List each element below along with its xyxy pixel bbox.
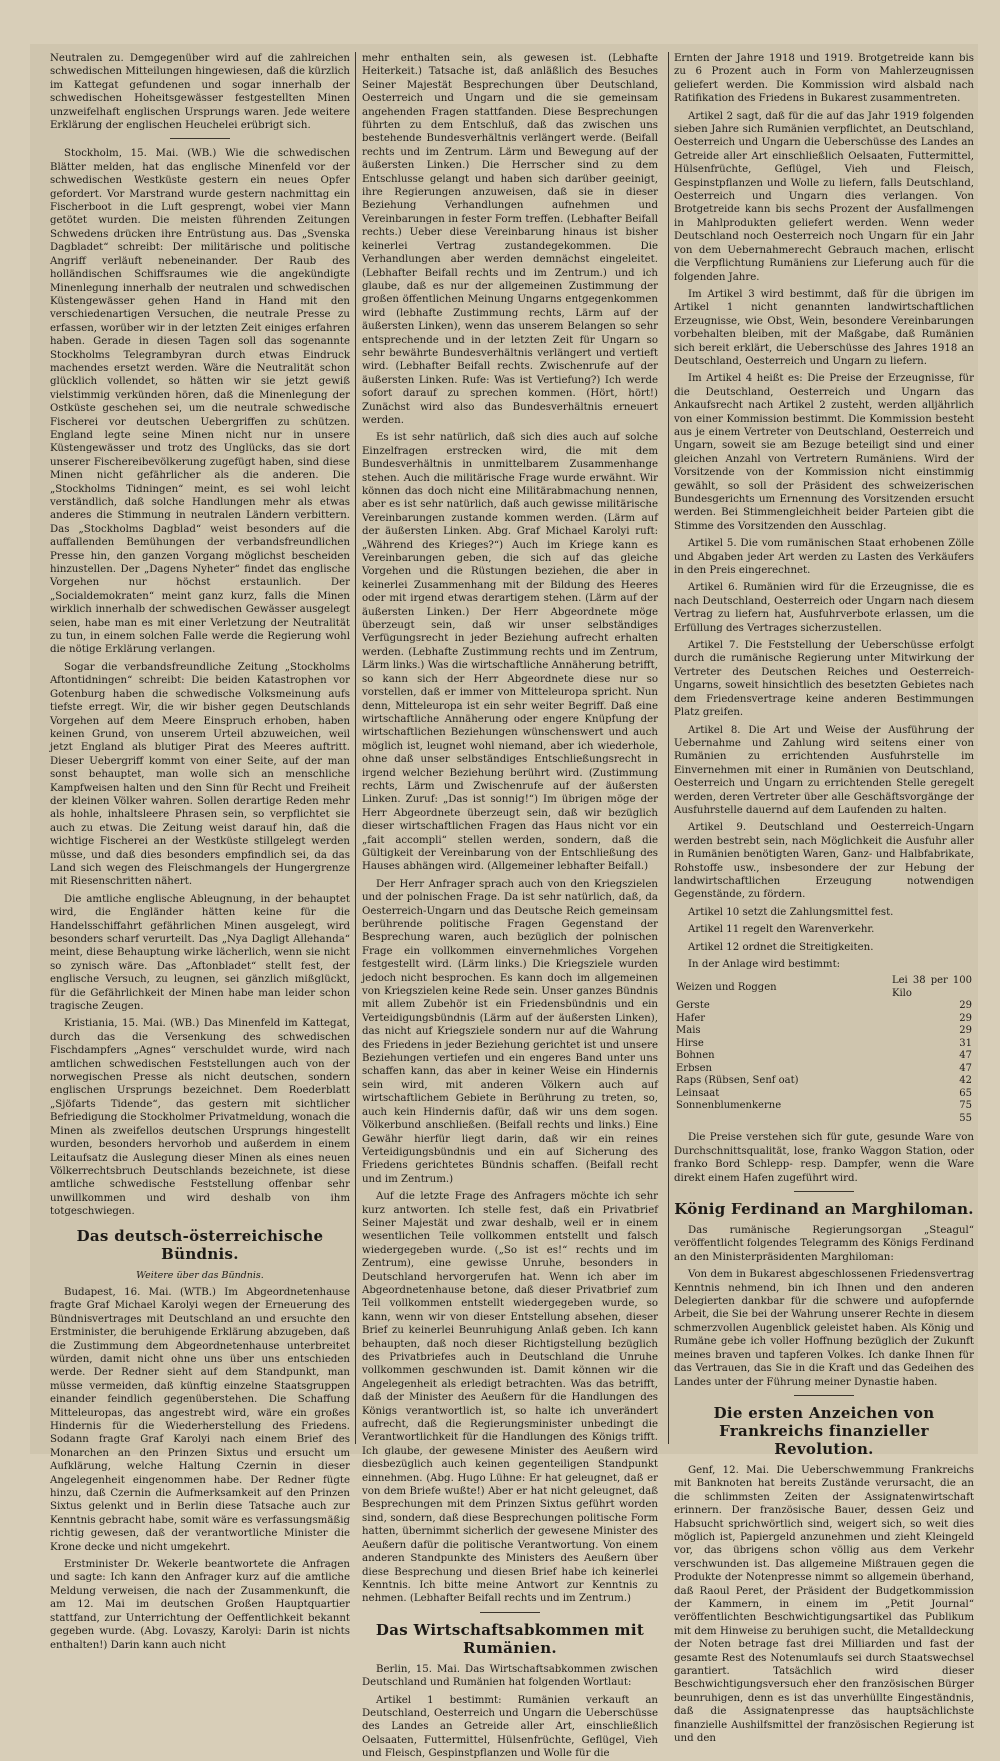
paragraph: Von dem in Bukarest abgeschlossenen Friedensvertrag Kenntnis nehmend, bin ich Ihnen und den anderen Delegierten dankbar für die schwere und aufopfernde Arbeit, die Sie bei der Wahrung unserer Rechte in diesem schmerzvollen Augenblick geleistet haben. Als König und Rumäne gebe ich voller Hoffnung bezüglich der Zukunft meines braven und tapferen Volkes. Ich danke Ihnen für das Vertrauen, das Sie in die Kraft und das Gedeihen des Landes unter der Führung meiner Dynastie haben. xyxy=(674,1269,974,1388)
paragraph: Die Preise verstehen sich für gute, gesunde Ware von Durchschnittsqualität, lose, franko Waggon Station, oder franko Bord Schlepp- resp. Dampfer, wenn die Ware direkt einem Hafen zugeführt wird. xyxy=(674,1132,974,1184)
price-item: Hafer xyxy=(676,1012,706,1024)
column-rule xyxy=(668,52,669,1444)
price-value: 29 xyxy=(959,1012,972,1024)
article-headline: Die ersten Anzeichen von Frankreichs finanzieller Revolution. xyxy=(713,1403,935,1458)
paragraph: Artikel 5. Die vom rumänischen Staat erhobenen Zölle und Abgaben jeder Art werden zu Lasten des Verkäufers in den Preis eingerechnet. xyxy=(674,538,974,577)
price-value: 29 xyxy=(959,1000,972,1012)
column-middle xyxy=(362,52,658,1760)
paragraph: Budapest, 16. Mai. (WTB.) Im Abgeordnetenhause fragte Graf Michael Karolyi wegen der Erneuerung des Bündnisvertrages mit Deutschland an und ersuchte den Erstminister, die beruhigende Erklärung abzugeben, daß die Zustimmung dem Abgeordnetenhause unterbreitet würden, damit nicht ohne uns über uns entschieden werde. Der Redner sieht auf dem Standpunkt, man müsse vermeiden, daß künftig einzelne Staatsgruppen einander feindlich gegenüberstehen. Die Schaffung Mitteleuropas, das angestrebt wird, wäre ein großes Hindernis für die Wiederherstellung des Friedens. Sodann fragte Graf Karolyi nach einem Brief des Monarchen an den Prinzen Sixtus und ersucht um Aufklärung, welche Haltung Czernin in dieser Angelegenheit eingenommen habe. Der Redner fügte hinzu, daß Czernin die Aufmerksamkeit auf den Prinzen Sixtus gelenkt und in Berlin diese Tatsache auch zur Kenntnis gebracht habe, somit wäre es verfassungsmäßig richtig gewesen, daß der verantwortliche Minister die Krone decke und nicht umgekehrt. xyxy=(50,1286,350,1553)
paragraph: Artikel 8. Die Art und Weise der Ausführung der Uebernahme und Zahlung wird seitens einer von Rumänien zu errichtenden Ausfuhrstelle im Einvernehmen mit einer in Rumänien von Deutschland, Oesterreich und Ungarn zu errichtenden Stelle geregelt werden, deren Vertreter über alle Geschäftsvorgänge der Ausfuhrstelle dauernd auf dem Laufenden zu halten. xyxy=(674,724,974,816)
paragraph: Die amtliche englische Ableugnung, in der behauptet wird, die Engländer hätten keine für die Handelsschiffahrt gefährlichen Minen ausgelegt, wird besonders scharf verurteilt. Das „Nya Dagligt Allehanda“ meint, diese Behauptung wirke lächerlich, wenn sie nicht so zynisch wäre. Das „Aftonbladet“ stellt fest, der englische Versuch, zu leugnen, sei gänzlich mißglückt, für die Gefährlichkeit der Minen habe man leider schon tragische Zeugen. xyxy=(50,893,350,1013)
price-item: Erbsen xyxy=(676,1062,712,1074)
paragraph: Berlin, 15. Mai. Das Wirtschaftsabkommen zwischen Deutschland und Rumänien hat folgenden Wortlaut: xyxy=(362,1663,658,1689)
paragraph: Artikel 1 bestimmt: Rumänien verkauft an Deutschland, Oesterreich und Ungarn die Ueberschüsse des Landes an Getreide aller Art, einschließlich Oelsaaten, Futtermittel, Hülsenfrüchte, Geflügel, Vieh und Fleisch, Gespinstpflanzen und Wolle für die xyxy=(362,1694,658,1760)
column-left xyxy=(50,52,350,1651)
paragraph: mehr enthalten sein, als gewesen ist. (Lebhafte Heiterkeit.) Tatsache ist, daß anläßlich des Besuches Seiner Majestät Besprechungen über Deutschland, Oesterreich und Ungarn und die sie gemeinsam angehenden Fragen stattfanden. Diese Besprechungen führten zu dem Entschluß, daß das zwischen uns bestehende Bundesverhältnis verlängert werde. (Beifall rechts und im Zentrum. Lärm und Bewegung auf der äußersten Linken.) Die Herrscher sind zu dem Entschlusse gelangt und haben sich darüber geeinigt, ihre Regierungen anzuweisen, daß sie in dieser Beziehung Verhandlungen aufnehmen und Vereinbarungen in fester Form treffen. (Lebhafter Beifall rechts.) Ueber diese Vereinbarung hinaus ist bisher keinerlei Vertrag zustandegekommen. Die Verhandlungen aber werden demnächst eingeleitet. (Lebhafter Beifall rechts und im Zentrum.) und ich glaube, daß es nur der allgemeinen Zustimmung der großen öffentlichen Meinung Ungarns entgegenkommen wird (lebhafte Zustimmung rechts, Lärm auf der äußersten Linken), wenn das unserem Belangen so sehr entsprechende und in der letzten Zeit für Ungarn so sehr bewährte Bundesverhältnis verlängert und vertieft wird. (Lebhafter Beifall rechts. Zwischenrufe auf der äußersten Linken. Rufe: Was ist Vertiefung?) Ich werde sofort darauf zu sprechen kommen. (Hört, hört!) Zunächst wird also das Bundesverhältnis erneuert werden. xyxy=(362,53,658,426)
article-headline: Das deutsch-österreichische Bündnis. xyxy=(76,1226,324,1263)
article-headline: Das Wirtschaftsabkommen mit Rumänien. xyxy=(375,1620,645,1657)
separator xyxy=(794,1395,854,1396)
paragraph: Im Artikel 3 wird bestimmt, daß für die übrigen im Artikel 1 nicht genannten landwirtschaftlichen Erzeugnisse, wie Obst, Wein, besondere Vereinbarungen vorbehalten bleiben, mit der Maßgabe, daß Rumänien sich bereit erklärt, die Ueberschüsse des Jahres 1918 an Deutschland, Oesterreich und Ungarn zu liefern. xyxy=(674,288,974,367)
column-rule xyxy=(355,52,356,1444)
price-value: 55 xyxy=(959,1112,972,1124)
paragraph: Artikel 7. Die Feststellung der Ueberschüsse erfolgt durch die rumänische Regierung unter Mitwirkung der Vertreter des Deutschen Reiches und Oesterreich-Ungarns, soweit hinsichtlich des besetzten Gebietes nach dem Friedensvertrage keine anderen Bestimmungen Platz greifen. xyxy=(674,640,974,719)
price-value: 31 xyxy=(959,1037,972,1049)
price-item: Weizen und Roggen xyxy=(676,981,777,993)
paragraph: Stockholm, 15. Mai. (WB.) Wie die schwedischen Blätter melden, hat das englische Minenfeld vor der schwedischen Westküste gestern ein neues Opfer gefordert. Vor Marstrand wurde gestern nachmittag ein Fischerboot in die Luft gesprengt, wobei vier Mann getötet wurden. Die meisten führenden Zeitungen Schwedens drücken ihre Entrüstung aus. Das „Svenska Dagbladet“ schreibt: Der militärische und politische Angriff verläuft nebeneinander. Der Raub des holländischen Schiffsraumes wie die angekündigte Minenlegung innerhalb der neutralen und schwedischen Küstengewässer gehen Hand in Hand mit den verschiedenartigen Versuchen, die neutrale Presse zu erfassen, worüber wir in der letzten Zeit einiges erfahren haben. Gerade in diesen Tagen soll das sogenannte Stockholms Telegrambyran durch etwas Eindruck machendes ersetzt werden. Wäre die Neutralität schon glücklich vollendet, so hätten wir sie jetzt gewiß vielstimmig verkünden hören, daß die Minenlegung der Ostküste geschehen sei, um die neutrale schwedische Fischerei vor deutschen Uebergriffen zu schützen. England legte seine Minen nicht nur in unsere Küstengewässer und trotz des Unglücks, das sie dort unserer Fischereibevölkerung zugefügt haben, sind diese Minen nicht gefährlicher als die anderen. Die „Stockholms Tidningen“ meint, es sei wohl leicht verständlich, daß solche Handlungen mehr als etwas anderes die Stimmung in neutralen Ländern verbittern. Das „Stockholms Dagblad“ weist besonders auf die auffallenden Bemühungen der verbandsfreundlichen Presse hin, den ganzen Vorgang möglichst bescheiden hinzustellen. Der „Dagens Nyheter“ findet das englische Vorgehen nur höchst erstaunlich. Der „Socialdemokraten“ meint ganz kurz, falls die Minen wirklich innerhalb der schwedischen Gewässer ausgelegt seien, habe man es mit einer Verletzung der Neutralität zu tun, in einem solchen Falle werde die Regierung wohl die nötige Erklärung verlangen. xyxy=(50,148,350,656)
newspaper-page xyxy=(30,44,978,1760)
separator xyxy=(480,1612,540,1613)
paragraph: Artikel 11 regelt den Warenverkehr. xyxy=(688,924,875,936)
paragraph: Das rumänische Regierungsorgan „Steagul“ veröffentlicht folgendes Telegramm des Königs Ferdinand an den Ministerpräsidenten Marghiloman: xyxy=(674,1225,974,1263)
price-item: Sonnenblumenkerne xyxy=(676,1100,782,1112)
price-value: 42 xyxy=(959,1075,972,1087)
paragraph: Im Artikel 4 heißt es: Die Preise der Erzeugnisse, für die Deutschland, Oesterreich und Ungarn das Ankaufsrecht nach Artikel 2 zusteht, werden alljährlich von einer Kommission bestimmt. Die Kommission besteht aus je einem Vertreter von Deutschland, Oesterreich und Ungarn, soweit sie am Bezuge beteiligt sind und einer gleichen Anzahl von Vertretern Rumäniens. Wird der Vorsitzende von der Kommission nicht einstimmig gewählt, so soll der Präsident des schweizerischen Bundesgerichts um Ernennung des Vorsitzenden ersucht werden. Bei Stimmengleichheit beider Parteien gibt die Stimme des Vorsitzenden den Ausschlag. xyxy=(674,373,974,532)
price-value: 65 xyxy=(959,1087,972,1099)
price-value: 47 xyxy=(959,1050,972,1062)
price-item: Mais xyxy=(676,1025,701,1037)
separator xyxy=(170,138,230,139)
column-right xyxy=(674,52,974,1745)
paragraph: Es ist sehr natürlich, daß sich dies auch auf solche Einzelfragen erstrecken wird, die mit dem Bundesverhältnis in unmittelbarem Zusammenhange stehen. Auch die militärische Frage wurde erwähnt. Wir können das doch nicht eine Militärabmachung nennen, aber es ist sehr natürlich, daß auch gewisse militärische Vereinbarungen zustande kommen werden. (Lärm auf der äußersten Linken. Abg. Graf Michael Karolyi ruft: „Während des Krieges?“) Auch im Kriege kann es Vereinbarungen geben, die sich auf das gleiche Vorgehen und die Rüstungen beziehen, die aber in keinerlei Zusammenhang mit der Bildung des Heeres oder mit irgend etwas derartigem stehen. (Lärm auf der äußersten Linken.) Der Herr Abgeordnete möge überzeugt sein, daß wir unser selbständiges Verfügungsrecht in jeder Beziehung aufrecht erhalten werden. (Lebhafte Zustimmung rechts und im Zentrum, Lärm links.) Was die wirtschaftliche Annäherung betrifft, so kann sich der Herr Abgeordnete diese nur so vorstellen, daß er immer von Mitteleuropa spricht. Nun denn, Mitteleuropa ist ein sehr weiter Begriff. Daß eine wirtschaftliche Annäherung oder engere Knüpfung der wirtschaftlichen Beziehungen wünschenswert und auch möglich ist, leugnet wohl niemand, aber ich wiederhole, ohne daß unser selbständiges Entschließungsrecht in irgend welcher Beziehung berührt wird. (Zustimmung rechts, Lärm und Zwischenrufe auf der äußersten Linken. Zuruf: „Das ist sonnig!“) Im übrigen möge der Herr Abgeordnete überzeugt sein, daß wir bezüglich dieser wirtschaftlichen Fragen das Haus nicht vor ein „fait accompli“ stellen werden, sondern, daß die Gültigkeit der Vereinbarung von der Entschließung des Hauses abhängen wird. (Allgemeiner lebhafter Beifall.) xyxy=(362,432,658,873)
article-subheading: Weitere über das Bündnis. xyxy=(136,1269,264,1281)
paragraph: Artikel 9. Deutschland und Oesterreich-Ungarn werden bestrebt sein, nach Möglichkeit die Ausfuhr aller in Rumänien benötigten Waren, Ganz- und Halbfabrikate, Rohstoffe usw., insbesondere der zur Hebung der landwirtschaftlichen Erzeugung notwendigen Gegenstände, zu fördern. xyxy=(674,822,974,901)
price-item: Leinsaat xyxy=(676,1087,720,1099)
price-item: Hirse xyxy=(676,1037,704,1049)
price-value: 47 xyxy=(959,1062,972,1074)
separator xyxy=(794,1191,854,1192)
paragraph: Der Herr Anfrager sprach auch von den Kriegszielen und der polnischen Frage. Da ist sehr natürlich, daß, da Oesterreich-Ungarn und das Deutsche Reich gemeinsam berührende politische Fragen Gegenstand der Besprechung waren, auch bezüglich der polnischen Frage ein vollkommen einvernehmliches Vorgehen festgestellt wird. (Lärm links.) Die Kriegsziele wurden jedoch nicht besprochen. Es kann doch im allgemeinen von Kriegszielen keine Rede sein. Unser ganzes Bündnis mit allem Zubehör ist ein Friedensbündnis und ein Verteidigungsbündnis (Lärm auf der äußersten Linken), das nicht auf Kriegsziele sondern nur auf die Wahrung des Friedens in jeder Beziehung gerichtet ist und unsere Beziehungen vertiefen und ein engeres Band unter uns schaffen kann, das aber in keiner Weise ein Hindernis sein wird, mit anderen Völkern auch auf wirtschaftlichem Gebiete in Berührung zu treten, so, auch kein Hindernis dafür, daß wir uns dem sogen. Völkerbund anschließen. (Beifall rechts und links.) Eine Gewähr hierfür liegt darin, daß wir ein reines Verteidigungsbündnis und ein auf Sicherung des Friedens gerichtetes Bündnis schaffen. (Beifall recht und im Zentrum.) xyxy=(362,878,658,1185)
paragraph: Artikel 12 ordnet die Streitigkeiten. xyxy=(688,941,874,953)
paragraph: Artikel 6. Rumänien wird für die Erzeugnisse, die es nach Deutschland, Oesterreich oder Ungarn nach diesem Vertrag zu liefern hat, Ausfuhrverbote erlassen, um die Erfüllung des Vertrages sicherzustellen. xyxy=(674,582,974,634)
price-value: 75 xyxy=(959,1100,972,1112)
paragraph: Artikel 2 sagt, daß für die auf das Jahr 1919 folgenden sieben Jahre sich Rumänien verpflichtet, an Deutschland, Oesterreich und Ungarn die Ueberschüsse des Landes an Getreide aller Art einschließlich Oelsaaten, Futtermittel, Hülsenfrüchte, Geflügel, Vieh und Fleisch, Gespinstpflanzen und Wolle zu liefern, falls Deutschland, Oesterreich und Ungarn dies verlangen. Von Brotgetreide kann bis sechs Prozent der Ausfallmengen in Mahlprodukten geliefert werden. Wenn weder Deutschland noch Oesterreich noch Ungarn für ein Jahr von dem Uebernahmerecht Gebrauch machen, erlischt die Verpflichtung Rumäniens zur Lieferung auch für die folgenden Jahre. xyxy=(674,110,974,283)
price-table xyxy=(674,975,974,1125)
price-unit-header: Lei 38 per 100 Kilo xyxy=(892,975,972,999)
price-item: Gerste xyxy=(676,1000,710,1012)
paragraph: Artikel 10 setzt die Zahlungsmittel fest. xyxy=(688,906,894,918)
paragraph: Neutralen zu. Demgegenüber wird auf die zahlreichen schwedischen Mitteilungen hingewiesen, daß die kürzlich im Kattegat gefundenen und sogar innerhalb der schwedischen Hoheitsgewässer festgestellten Minen unzweifelhaft englischen Ursprungs waren. Jede weitere Erklärung der englischen Heuchelei erübrigt sich. xyxy=(50,53,350,132)
paragraph: Kristiania, 15. Mai. (WB.) Das Minenfeld im Kattegat, durch das die Versenkung des schwedischen Fischdampfers „Agnes“ verschuldet wurde, wird nach amtlichen schwedischen Feststellungen auch von der norwegischen Presse als nicht deutschen, sondern englischen Ursprungs bezeichnet. Dem Roederblatt „Sjöfarts Tidende“, das gestern mit sichtlicher Befriedigung die Stockholmer Privatmeldung, wonach die Minen als zweifellos deutschen Ursprungs hingestellt wurden, besonders hervorhob und außerdem in einem Leitaufsatz die Auslegung dieser Minen als eines neuen Völkerrechtsbruch Deutschlands bezeichnete, ist diese amtliche schwedische Feststellung offenbar sehr unwillkommen und wird deshalb von ihm totgeschwiegen. xyxy=(50,1018,350,1218)
price-item: Raps (Rübsen, Senf oat) xyxy=(676,1075,799,1087)
paragraph: Ernten der Jahre 1918 und 1919. Brotgetreide kann bis zu 6 Prozent auch in Form von Mahlerzeugnissen geliefert werden. Die Kommission wird alsbald nach Ratifikation des Friedens in Bukarest zusammentreten. xyxy=(674,53,974,105)
price-item xyxy=(674,1113,890,1126)
price-item: Bohnen xyxy=(676,1050,715,1062)
paragraph: Genf, 12. Mai. Die Ueberschwemmung Frankreichs mit Banknoten hat bereits Zustände verursacht, die an die schlimmsten Zeiten der Assignatenwirtschaft erinnern. Der französische Bauer, dessen Geiz und Habsucht sprichwörtlich sind, weigert sich, so weit dies möglich ist, Papiergeld anzunehmen und zieht Kleingeld vor, das übrigens schon völlig aus dem Verkehr verschwunden ist. Das allgemeine Mißtrauen gegen die Produkte der Notenpresse nimmt so allgemein überhand, daß Raoul Peret, der Präsident der Budgetkommission der Kammern, in einem im „Petit Journal“ veröffentlichten Beschwichtigungsartikel das Publikum mit dem Hinweise zu beruhigen sucht, die Metalldeckung der Noten betrage fast drei Milliarden und fast der gesamte Rest des Notenumlaufs sei durch Staatswechsel garantiert. Tatsächlich wird dieser Beschwichtigungsversuch eher den französischen Bürger beunruhigen, denn es ist das unverhüllte Eingeständnis, daß die Assignatenpresse das hauptsächlichste finanzielle Aushilfsmittel der französischen Regierung ist und den xyxy=(674,1464,974,1745)
paragraph: Erstminister Dr. Wekerle beantwortete die Anfragen und sagte: Ich kann den Anfrager kurz auf die amtliche Meldung verweisen, die nach der Zusammenkunft, die am 12. Mai im deutschen Großen Hauptquartier stattfand, zur Unterrichtung der Oeffentlichkeit bekannt gegeben wurde. (Abg. Lovaszy, Karolyi: Darin ist nichts enthalten!) Darin kann auch nicht xyxy=(50,1559,350,1651)
paragraph: In der Anlage wird bestimmt: xyxy=(688,959,841,970)
paragraph: Auf die letzte Frage des Anfragers möchte ich sehr kurz antworten. Ich stelle fest, daß ein Privatbrief Seiner Majestät und zwar deshalb, weil er in einem wesentlichen Teile vollkommen entstellt und falsch wiedergegeben wurde. („So ist es!“ rechts und im Zentrum), eine gewisse Unruhe, besonders in Deutschland hervorgerufen hat. Wenn ich aber im Abgeordnetenhause betone, daß dieser Privatbrief zum Teil vollkommen entstellt wiedergegeben wurde, so kann, wenn wir von dieser Entstellung absehen, dieser Brief zu keinerlei Beunruhigung Anlaß geben. Ich kann behaupten, daß noch dieser Richtigstellung bezüglich des Privatbriefes auch in Deutschland die Unruhe vollkommen geschwunden ist. Damit können wir die Angelegenheit als erledigt betrachten. Was das betrifft, daß der Minister des Aeußern für die Handlungen des Königs verantwortlich ist, so halte ich unverändert aufrecht, daß die Regierungsminister unbedingt die Verantwortlichkeit für die Handlungen des Königs trifft. Ich glaube, der gewesene Minister des Aeußern wird diesbezüglich auch keinen gegenteiligen Standpunkt einnehmen. (Abg. Hugo Lühne: Er hat geleugnet, daß er von dem Briefe wußte!) Aber er hat nicht geleugnet, daß Besprechungen mit dem Prinzen Sixtus geführt worden sind, sondern, daß diese Besprechungen politische Form hatten, übernimmt sicherlich der gewesene Minister des Aeußern dafür die politische Verantwortung. Von einem anderen Standpunkte des Ministers des Aeußern über diese Besprechung und diesen Brief habe ich keinerlei Kenntnis. Ich bitte meine Antwort zur Kenntnis zu nehmen. (Lebhafter Beifall rechts und im Zentrum.) xyxy=(362,1191,658,1605)
paragraph: Sogar die verbandsfreundliche Zeitung „Stockholms Aftontidningen“ schreibt: Die beiden Katastrophen vor Gotenburg haben die schwedische Volksmeinung aufs tiefste erregt. Wir, die wir bisher gegen Deutschlands Vorgehen auf dem Meere Einspruch erhoben, haben keinen Grund, von unserem Urteil abzuweichen, weil jetzt England als blutiger Pirat des Meeres auftritt. Dieser Uebergriff kommt von einer Seite, auf der man sonst behauptet, man wolle sich an menschliche Kampfweisen halten und den Sinn für Recht und Freiheit der kleinen Völker wahren. Sollen derartige Reden mehr als hohle, inhaltsleere Phrasen sein, so verpflichtet sie auch zu etwas. Die Zeitung weist darauf hin, daß die wichtige Fischerei an der Westküste stillgelegt werden müsse, und daß dies besonders empfindlich sei, da das Land sich wegen des Fleischmangels der Hungergrenze mit Riesenschritten nähert. xyxy=(50,661,350,888)
price-value: 29 xyxy=(959,1025,972,1037)
article-headline: König Ferdinand an Marghiloman. xyxy=(674,1200,974,1219)
